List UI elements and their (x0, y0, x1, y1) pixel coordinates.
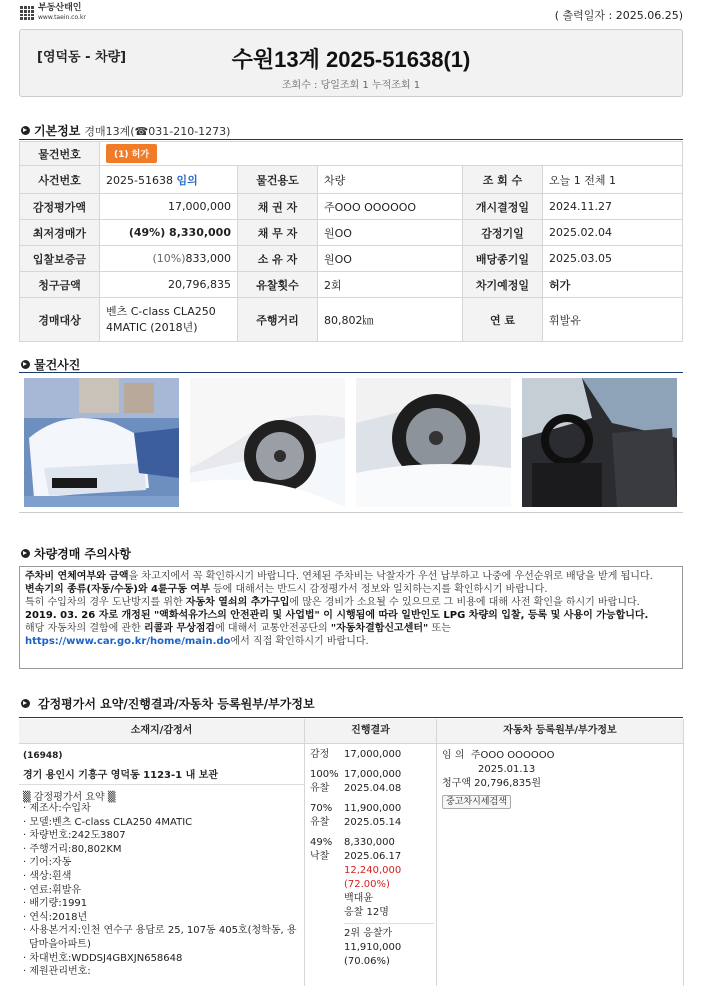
appraisal-item: · 차대번호:WDDSJ4GBXJN658648 (23, 952, 183, 964)
case-no: 2025-51638 (106, 173, 173, 187)
notice-bold-2: 변속기의 종류(자동/수동)와 4륜구동 여부 (25, 584, 210, 595)
section-arrow-icon (21, 126, 30, 135)
col-divider (683, 719, 684, 986)
section-arrow-icon (21, 699, 30, 708)
notice-text-1: 을 차고지에서 꼭 확인하시기 바랍니다. 연체된 주차비는 낙찰자가 우선 납부하고 나중에 우선순위로 배당을 받게 됩니다. (128, 571, 653, 582)
label-appraisal-date: 감정기일 (463, 220, 543, 246)
label-fuel: 연 료 (463, 298, 543, 342)
summary-section-title: 감정평가서 요약/진행결과/자동차 등록원부/부가정보 (38, 697, 315, 711)
vehicle-photo-1[interactable] (24, 378, 179, 507)
notice-bold-5d: "자동차결함신고센터" (330, 623, 429, 634)
progress-list (310, 748, 434, 969)
divider (19, 512, 683, 513)
site-logo (20, 4, 86, 22)
logo-name: 부동산태인 (38, 3, 82, 13)
claim: 20,796,835 (100, 272, 238, 298)
label-usage: 물건용도 (238, 166, 318, 194)
appraisal-date: 2025.02.04 (543, 220, 683, 246)
view-count: 조회수 : 당일조회 1 누적조회 1 (281, 80, 421, 91)
creditor: 주OOO OOOOOO (318, 194, 463, 220)
notice-section-heading (21, 545, 131, 562)
label-item-no: 물건번호 (20, 142, 100, 166)
progress-row: 70% 유찰 11,900,000 2025.05.14 (310, 803, 402, 828)
appraisal-item: · 제원관리번호: (23, 966, 91, 978)
reg-type: 임 의 (442, 750, 465, 761)
appraisal-item: · 배기량:1991 (23, 898, 88, 910)
divider (19, 372, 683, 373)
logo-grid-icon (20, 6, 34, 20)
photo-section-title: 물건사진 (34, 358, 81, 372)
appraisal-summary-list (23, 802, 301, 979)
case-header (19, 29, 683, 97)
label-debtor: 채 무 자 (238, 220, 318, 246)
reg-claim-label: 청구액 (442, 778, 471, 789)
appraisal-item: · 제조사:수입차 (23, 803, 91, 814)
section-arrow-icon (21, 549, 30, 558)
court-contact: 경매13계(☎031-210-1273) (84, 124, 231, 138)
fail-count: 2회 (318, 272, 463, 298)
col-head-location: 소재지/감정서 (19, 719, 304, 744)
notice-box (19, 566, 683, 669)
start-date: 2024.11.27 (543, 194, 683, 220)
reg-name: 주OOO OOOOOO (470, 750, 555, 761)
vehicle-photo-4[interactable] (522, 378, 677, 507)
notice-text-3a: 특히 수입차의 경우 도난방지를 위한 (25, 597, 186, 608)
used-car-price-button[interactable]: 중고차시세검색 (442, 795, 511, 809)
auction-target: 벤츠 C-class CLA250 4MATIC (2018년) (100, 298, 238, 342)
mileage: 80,802㎞ (318, 298, 463, 342)
print-date: ( 출력일자 : 2025.06.25) (554, 9, 683, 22)
appraisal-item: · 연료:휘발유 (23, 884, 82, 896)
deposit: 833,000 (185, 252, 231, 265)
case-title: 수원13계 2025-51638(1) (231, 47, 471, 72)
min-price: (49%) 8,330,000 (100, 220, 238, 246)
registry-info (442, 749, 680, 809)
appraisal-item: · 기어:자동 (23, 857, 72, 869)
label-creditor: 채 권 자 (238, 194, 318, 220)
notice-section-title: 차량경매 주의사항 (34, 547, 131, 561)
label-appraisal: 감정평가액 (20, 194, 100, 220)
label-views: 조 회 수 (463, 166, 543, 194)
divider (19, 717, 683, 718)
notice-text-2: 등에 대해서는 반드시 감정평가서 정보와 일치하는지를 확인하시기 바랍니다. (209, 584, 548, 595)
notice-text-5a: 해당 자동차의 결함에 관한 (25, 623, 144, 634)
label-next-date: 차기예정일 (463, 272, 543, 298)
debtor: 원OO (318, 220, 463, 246)
notice-line-5 (25, 622, 677, 635)
label-start-date: 개시결정일 (463, 194, 543, 220)
notice-line-6 (25, 635, 677, 648)
notice-bold-3: 자동차 열쇠의 추가구입 (185, 597, 290, 608)
appraisal-item: · 차량번호:242도3807 (23, 830, 126, 842)
basic-section-title: 기본정보 (34, 124, 81, 138)
sale-price: 12,240,000 (344, 865, 402, 876)
label-dividend-date: 배당종기일 (463, 246, 543, 272)
second-bid-label: 2위 응찰가 (344, 923, 434, 941)
label-case-no: 사건번호 (20, 166, 100, 194)
basic-info-table (19, 141, 683, 342)
label-mileage: 주행거리 (238, 298, 318, 342)
col-divider (304, 719, 305, 986)
label-owner: 소 유 자 (238, 246, 318, 272)
col-head-registry: 자동차 등록원부/부가정보 (437, 719, 683, 744)
logo-url: www.taein.co.kr (38, 14, 86, 21)
divider (19, 139, 683, 140)
label-fail-count: 유찰횟수 (238, 272, 318, 298)
appraisal-item: · 연식:2018년 (23, 911, 88, 923)
notice-bold-1: 주차비 연체여부와 금액 (25, 571, 129, 582)
owner: 원OO (318, 246, 463, 272)
notice-line-1 (25, 570, 677, 583)
notice-bold-4: 2019. 03. 26 자로 개정된 "액화석유가스의 안전관리 및 사업법" 이 시행됨에 따라 일반인도 LPG 차량의 입찰, 등록 및 사용이 가능합니다. (25, 610, 649, 621)
header-location: [영덕동 - 차량] (37, 50, 127, 65)
sale-pct: (72.00%) (344, 879, 390, 890)
appraisal-item: · 주행거리:80,802KM (23, 843, 122, 855)
next-date: 허가 (543, 272, 683, 298)
buyer: 백대윤 (344, 893, 373, 904)
reg-date: 2025.01.13 (478, 764, 536, 775)
appraisal-summary-heading: ▒ 감정평가서 요약 ▒ (23, 792, 116, 803)
zip-code: (16948) (23, 751, 63, 761)
notice-text-5c: 에 대해서 교통안전공단의 (215, 623, 331, 634)
appraisal-value: 17,000,000 (100, 194, 238, 220)
usage: 차량 (318, 166, 463, 194)
photo-section-heading (21, 356, 80, 373)
col-head-progress: 진행결과 (305, 719, 436, 744)
dividend-date: 2025.03.05 (543, 246, 683, 272)
vehicle-photo-3[interactable] (356, 378, 511, 507)
label-deposit: 입찰보증금 (20, 246, 100, 272)
notice-line-4 (25, 609, 677, 622)
fuel: 휘발유 (543, 298, 683, 342)
views: 오늘 1 전체 1 (543, 166, 683, 194)
bidders: 응찰 12명 (344, 907, 389, 918)
appraisal-item: · 모델:벤츠 C-class CLA250 4MATIC (23, 816, 193, 828)
col-divider (436, 719, 437, 986)
label-claim: 청구금액 (20, 272, 100, 298)
notice-line-2 (25, 583, 677, 596)
notice-bold-5: 리콜과 무상점검 (143, 623, 216, 634)
section-arrow-icon (21, 360, 30, 369)
progress-row: 49% 낙찰 8,330,000 2025.06.17 12,240,000 (72.00%) 백대윤 응찰 12명 2위 응찰가 11,910,000 (70.06%) (310, 836, 434, 969)
appraisal-item: · 색상:흰색 (23, 870, 72, 882)
item-badge[interactable]: (1) 허가 (106, 144, 157, 163)
reg-claim: 20,796,835원 (474, 778, 542, 789)
address: 경기 용인시 기흥구 영덕동 1123-1 내 보관 (23, 770, 219, 781)
second-bid-pct: (70.06%) (344, 956, 390, 967)
case-type: 임의 (176, 173, 198, 187)
summary-section-heading (21, 695, 315, 712)
label-min-price: 최저경매가 (20, 220, 100, 246)
appraisal-item: · 사용본거지:인천 연수구 용담로 25, 107동 405호(청학동, 용담마을아파트) (23, 925, 297, 950)
vehicle-photo-2[interactable] (190, 378, 345, 507)
notice-text-5e: 또는 (428, 623, 451, 634)
notice-line-3 (25, 596, 677, 609)
car-go-kr-link[interactable]: https://www.car.go.kr/home/main.do (25, 636, 231, 647)
basic-section-heading (21, 122, 230, 139)
second-bid-price: 11,910,000 (344, 942, 402, 953)
label-target: 경매대상 (20, 298, 100, 342)
deposit-pct: (10%) (152, 252, 186, 265)
progress-row: 감정 17,000,000 (310, 749, 402, 760)
notice-text-3c: 에 많은 경비가 소요될 수 있으므로 그 비용에 대해 사전 확인을 하시기 바랍니다. (289, 597, 640, 608)
notice-text-6: 에서 직접 확인하시기 바랍니다. (230, 636, 369, 647)
divider (19, 784, 304, 785)
progress-row: 100% 유찰 17,000,000 2025.04.08 (310, 769, 402, 794)
